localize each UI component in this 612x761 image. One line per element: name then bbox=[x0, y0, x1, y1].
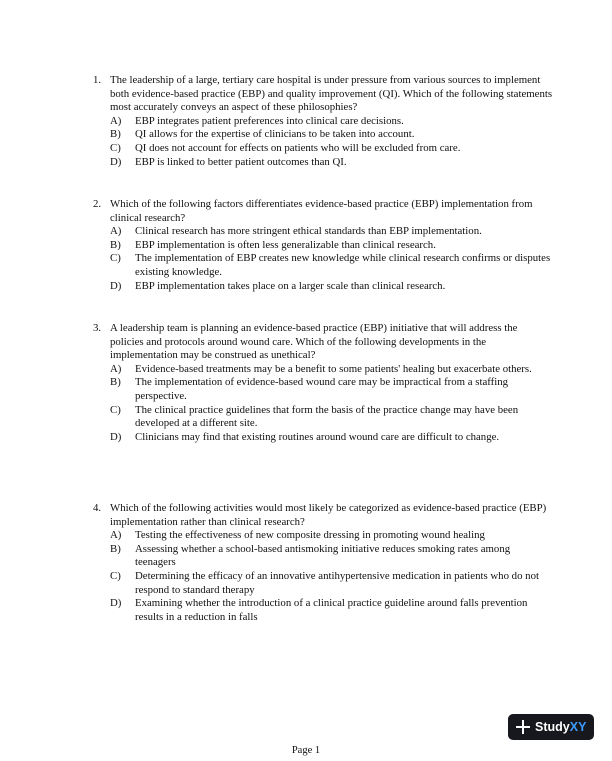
question-text: Which of the following activities would most likely be categorized as evidence-based practice (EBP) implementation rather than clinical research? bbox=[110, 502, 547, 528]
option-letter: A) bbox=[110, 225, 122, 238]
option-letter: D) bbox=[110, 279, 122, 292]
answer-options bbox=[93, 529, 553, 624]
option-letter: B) bbox=[110, 128, 121, 141]
option-text: QI does not account for effects on patients who will be excluded from care. bbox=[135, 141, 461, 154]
answer-option-b bbox=[93, 543, 553, 570]
option-letter: A) bbox=[110, 362, 122, 375]
answer-option-a bbox=[93, 529, 553, 543]
option-letter: A) bbox=[110, 529, 122, 542]
question-3 bbox=[93, 322, 553, 444]
answer-option-d bbox=[93, 431, 553, 445]
answer-option-a bbox=[93, 115, 553, 129]
option-text: Testing the effectiveness of new composite dressing in promoting wound healing bbox=[135, 529, 485, 542]
option-letter: C) bbox=[110, 252, 121, 265]
option-letter: C) bbox=[110, 141, 121, 154]
question-number: 4. bbox=[93, 502, 102, 514]
option-text: EBP is linked to better patient outcomes than QI. bbox=[135, 155, 347, 168]
option-text: QI allows for the expertise of clinicians to be taken into account. bbox=[135, 128, 415, 141]
answer-option-a bbox=[93, 363, 553, 377]
answer-option-c bbox=[93, 404, 553, 431]
option-text: EBP implementation is often less generalizable than clinical research. bbox=[135, 238, 436, 251]
option-letter: B) bbox=[110, 542, 121, 555]
option-letter: D) bbox=[110, 155, 122, 168]
answer-option-a bbox=[93, 225, 553, 239]
question-number: 3. bbox=[93, 322, 102, 334]
studyxy-logo[interactable] bbox=[508, 714, 594, 740]
answer-option-d bbox=[93, 280, 553, 294]
question-stem bbox=[93, 322, 553, 363]
logo-text-xy: XY bbox=[569, 720, 587, 734]
question-4 bbox=[93, 502, 553, 624]
answer-options bbox=[93, 115, 553, 169]
option-text: Assessing whether a school-based antismoking initiative reduces smoking rates among teenagers bbox=[135, 542, 511, 569]
option-text: The clinical practice guidelines that form the basis of the practice change may have been developed at a different site. bbox=[135, 403, 519, 430]
option-letter: A) bbox=[110, 114, 122, 127]
answer-option-c bbox=[93, 252, 553, 279]
option-letter: D) bbox=[110, 430, 122, 443]
question-stem bbox=[93, 198, 553, 225]
option-text: EBP integrates patient preferences into clinical care decisions. bbox=[135, 114, 404, 127]
option-text: Examining whether the introduction of a clinical practice guideline around falls prevention results in a reduction in falls bbox=[135, 597, 528, 623]
option-text: EBP implementation takes place on a larger scale than clinical research. bbox=[135, 279, 446, 292]
option-text: The implementation of evidence-based wound care may be impractical from a staffing perspective. bbox=[135, 376, 509, 402]
option-text: Clinicians may find that existing routines around wound care are difficult to change. bbox=[135, 430, 500, 443]
answer-options bbox=[93, 363, 553, 445]
answer-option-c bbox=[93, 142, 553, 156]
question-number: 2. bbox=[93, 198, 102, 210]
answer-option-b bbox=[93, 376, 553, 403]
option-letter: C) bbox=[110, 569, 121, 582]
option-text: Determining the efficacy of an innovative antihypertensive medication in patients who do not respond to standard therapy bbox=[135, 569, 539, 596]
answer-option-d bbox=[93, 156, 553, 170]
answer-option-b bbox=[93, 128, 553, 142]
question-stem bbox=[93, 502, 553, 529]
page-number: Page 1 bbox=[291, 745, 321, 756]
option-letter: D) bbox=[110, 597, 122, 610]
plus-icon bbox=[516, 720, 530, 734]
logo-text-study: Study bbox=[535, 720, 570, 734]
question-number: 1. bbox=[93, 74, 102, 86]
question-stem bbox=[93, 74, 553, 115]
question-1 bbox=[93, 74, 553, 169]
option-letter: B) bbox=[110, 238, 121, 251]
question-2 bbox=[93, 198, 553, 293]
option-letter: C) bbox=[110, 403, 121, 416]
option-text: Evidence-based treatments may be a benefit to some patients' healing but exacerbate others. bbox=[135, 362, 532, 375]
option-text: Clinical research has more stringent ethical standards than EBP implementation. bbox=[135, 225, 482, 238]
option-letter: B) bbox=[110, 376, 121, 389]
option-text: The implementation of EBP creates new knowledge while clinical research confirms or disputes existing knowledge. bbox=[135, 252, 551, 278]
answer-option-b bbox=[93, 239, 553, 253]
question-text: Which of the following factors differentiates evidence-based practice (EBP) implementation from clinical research? bbox=[110, 198, 533, 224]
question-text: The leadership of a large, tertiary care hospital is under pressure from various sources to implement both evidence-based practice (EBP) and quality improvement (QI). Which of the following statements most accurately conveys an aspect of these philosophies? bbox=[110, 74, 553, 114]
answer-options bbox=[93, 225, 553, 293]
answer-option-d bbox=[93, 597, 553, 624]
answer-option-c bbox=[93, 570, 553, 597]
question-text: A leadership team is planning an evidence-based practice (EBP) initiative that will address the policies and protocols around wound care. Which of the following developments in the implementation may be construed as unethical? bbox=[110, 322, 518, 362]
